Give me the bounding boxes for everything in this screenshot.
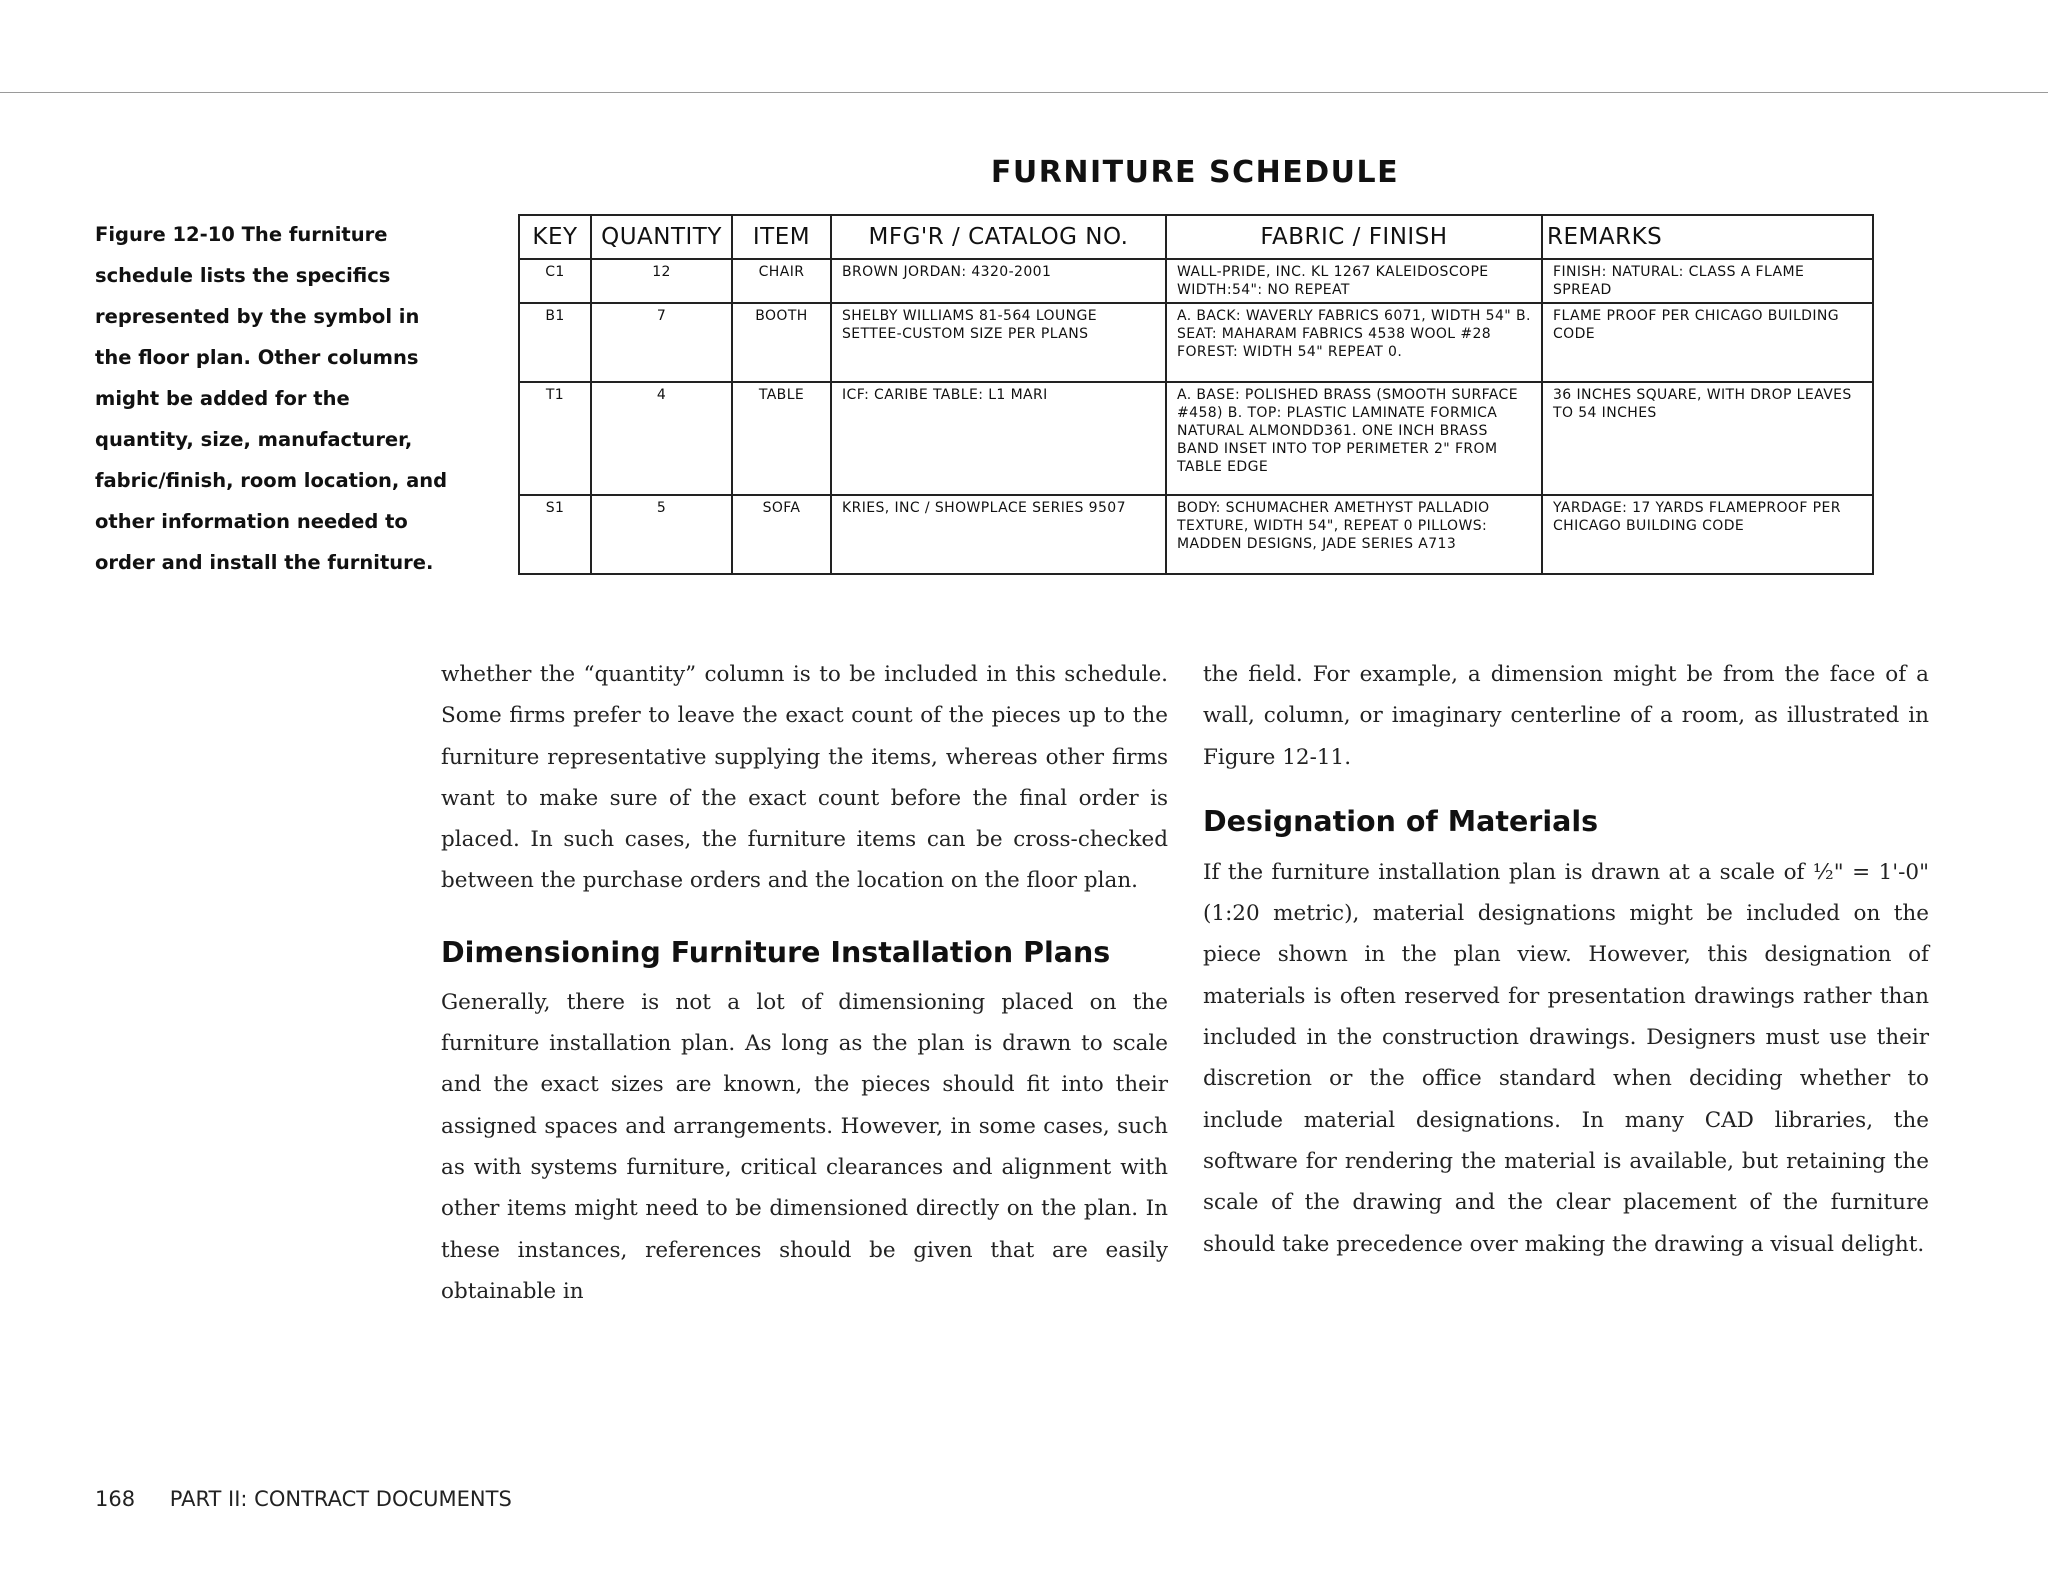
cell-remarks: 36 INCHES SQUARE, WITH DROP LEAVES TO 54 INCHES [1542,382,1873,495]
cell-fabric: A. BASE: POLISHED BRASS (SMOOTH SURFACE #458) B. TOP: PLASTIC LAMINATE FORMICA NATURAL ALMONDD361. ONE INCH BRASS BAND INSET INTO TOP PERIMETER 2" FROM TABLE EDGE [1166,382,1542,495]
cell-quantity: 7 [591,303,732,382]
cell-key: T1 [519,382,591,495]
cell-remarks: YARDAGE: 17 YARDS FLAMEPROOF PER CHICAGO BUILDING CODE [1542,495,1873,574]
header-item: ITEM [732,215,831,259]
page-number: 168 [95,1487,136,1511]
cell-item: SOFA [732,495,831,574]
header-fabric: FABRIC / FINISH [1166,215,1542,259]
furniture-schedule-table [518,214,1874,575]
cell-item: CHAIR [732,259,831,303]
cell-quantity: 12 [591,259,732,303]
left-paragraph-2: Generally, there is not a lot of dimensioning placed on the furniture installation plan. As long as the plan is drawn to scale and the exact sizes are known, the pieces should fit into their assigned spaces and arrangements. However, in some cases, such as with systems furniture, critical clearances and alignment with other items might need to be dimensioned directly on the plan. In these instances, references should be given that are easily obtainable in [441,989,1168,1304]
cell-item: TABLE [732,382,831,495]
heading-designation-of-materials: Designation of Materials [1203,804,1599,838]
cell-quantity: 5 [591,495,732,574]
cell-key: S1 [519,495,591,574]
cell-fabric: BODY: SCHUMACHER AMETHYST PALLADIO TEXTURE, WIDTH 54", REPEAT 0 PILLOWS: MADDEN DESIGNS, JADE SERIES A713 [1166,495,1542,574]
header-quantity: QUANTITY [591,215,732,259]
cell-catalog: BROWN JORDAN: 4320-2001 [831,259,1166,303]
top-rule [0,92,2048,93]
header-remarks: REMARKS [1542,215,1873,259]
table-row [519,259,1873,303]
figure-caption: Figure 12-10 The furniture schedule lists the specifics represented by the symbol in the floor plan. Other columns might be added for the quantity, size, manufacturer, fabric/finish, room location, and other information needed to order and install the furniture. [95,223,448,574]
left-text-column [441,654,1168,1312]
header-catalog: MFG'R / CATALOG NO. [831,215,1166,259]
right-paragraph-1: the field. For example, a dimension might be from the face of a wall, column, or imaginary centerline of a room, as illustrated in Figure 12-11. [1203,662,1929,770]
cell-key: C1 [519,259,591,303]
cell-catalog: SHELBY WILLIAMS 81-564 LOUNGE SETTEE-CUSTOM SIZE PER PLANS [831,303,1166,382]
table-row [519,382,1873,495]
table-row [519,303,1873,382]
page-footer [95,1487,512,1511]
cell-catalog: KRIES, INC / SHOWPLACE SERIES 9507 [831,495,1166,574]
table-header-row [519,215,1873,259]
cell-remarks: FLAME PROOF PER CHICAGO BUILDING CODE [1542,303,1873,382]
cell-fabric: A. BACK: WAVERLY FABRICS 6071, WIDTH 54" B. SEAT: MAHARAM FABRICS 4538 WOOL #28 FOREST: WIDTH 54" REPEAT 0. [1166,303,1542,382]
right-text-column [1203,654,1929,1265]
cell-remarks: FINISH: NATURAL: CLASS A FLAME SPREAD [1542,259,1873,303]
right-paragraph-2: If the furniture installation plan is drawn at a scale of ½" = 1'-0" (1:20 metric), material designations might be included on the piece shown in the plan view. However, this designation of materials is often reserved for presentation drawings rather than included in the construction drawings. Designers must use their discretion or the office standard when deciding whether to include material designations. In many CAD libraries, the software for rendering the material is available, but retaining the scale of the drawing and the clear placement of the furniture should take precedence over making the drawing a visual delight. [1203,859,1929,1257]
cell-key: B1 [519,303,591,382]
section-title: PART II: CONTRACT DOCUMENTS [169,1487,512,1511]
header-key: KEY [519,215,591,259]
table-row [519,495,1873,574]
schedule-title: FURNITURE SCHEDULE [990,155,1400,190]
cell-catalog: ICF: CARIBE TABLE: L1 MARI [831,382,1166,495]
left-paragraph-1: whether the “quantity” column is to be included in this schedule. Some firms prefer to leave the exact count of the pieces up to the furniture representative supplying the items, whereas other firms want to make sure of the exact count before the final order is placed. In such cases, the furniture items can be cross-checked between the purchase orders and the location on the floor plan. [441,662,1168,894]
cell-quantity: 4 [591,382,732,495]
cell-item: BOOTH [732,303,831,382]
cell-fabric: WALL-PRIDE, INC. KL 1267 KALEIDOSCOPE WIDTH:54": NO REPEAT [1166,259,1542,303]
heading-dimensioning: Dimensioning Furniture Installation Plans [441,935,1111,969]
